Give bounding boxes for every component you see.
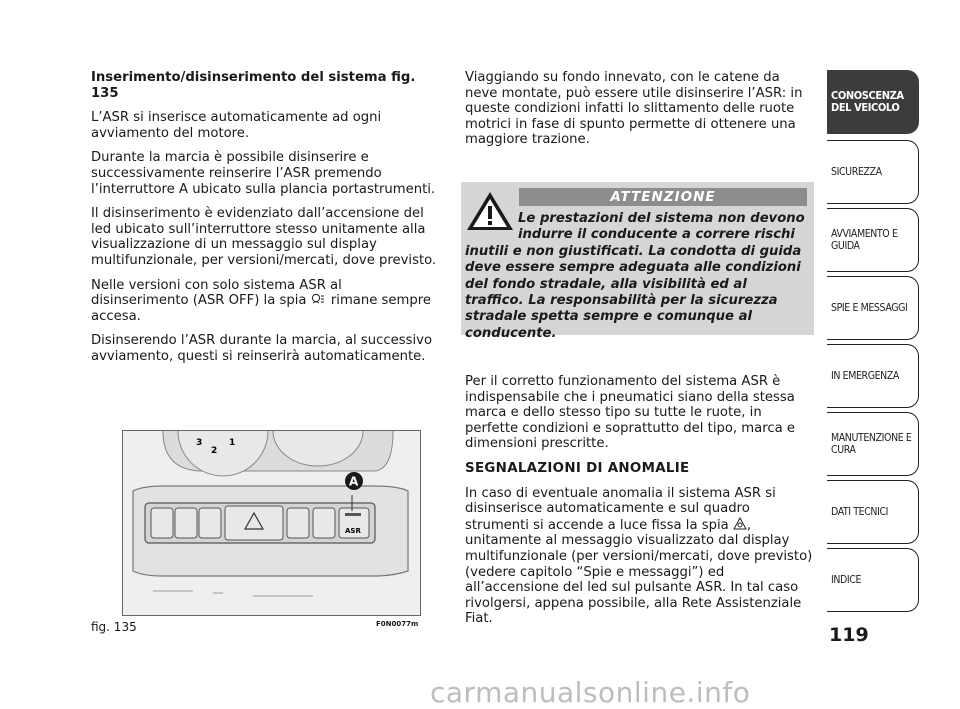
gear-label: 2 — [211, 446, 218, 456]
right-column-body — [465, 374, 817, 636]
tab-indice[interactable]: INDICE — [827, 548, 919, 612]
figure-code: F0N0077m — [376, 620, 419, 628]
gear-label: 3 — [196, 438, 203, 448]
paragraph: Durante la marcia è possibile disinserire e successivamente reinserire l’ASR premendo l’interruttore A ubicato sulla plancia portastrumenti. — [91, 150, 436, 197]
section-heading-activation: Inserimento/disinserimento del sistema fig. 135 — [91, 70, 416, 101]
paragraph-tyres: Per il corretto funzionamento del sistema ASR è indispensabile che i pneumatici siano della stessa marca e dello stesso tipo su tutte le ruote, in perfette condizioni e soprattutto del tipo, marca e dimensioni prescritte. — [465, 374, 796, 452]
warning-text: Le prestazioni del sistema non devono indurre il conducente a correre rischi inutili e non giustificati. La condotta di guida deve essere sempre adeguata alle condizioni del fondo stradale, alla visibilità ed al traffico. La responsabilità per la sicurezza stradale spetta sempre e comunque al conducente. — [465, 211, 805, 341]
tab-conoscenza-del-veicolo[interactable]: CONOSCENZA DEL VEICOLO — [827, 70, 919, 134]
page-number: 119 — [829, 624, 869, 646]
tab-manutenzione-e-cura[interactable]: MANUTENZIONE E CURA — [827, 412, 919, 476]
paragraph: L’ASR si inserisce automaticamente ad ogni avviamento del motore. — [91, 110, 382, 141]
paragraph: Disinserendo l’ASR durante la marcia, al successivo avviamento, questi si reinserirà automaticamente. — [91, 333, 433, 364]
tab-in-emergenza[interactable]: IN EMERGENZA — [827, 344, 919, 408]
paragraph-asr-off: Nelle versioni con solo sistema ASR al disinserimento (ASR OFF) la spia rimane sempre accesa. — [91, 277, 431, 324]
paragraph: Il disinserimento è evidenziato dall’accensione del led ubicato sull’interruttore stesso unitamente alla visualizzazione di un messaggio sul display multifunzionale, per versioni/mercati, dove previsto. — [91, 206, 437, 268]
asr-fault-light-icon — [733, 517, 747, 530]
watermark: carmanualsonline.info — [430, 676, 751, 709]
right-column-intro — [465, 70, 815, 157]
paragraph-anomalies: In caso di eventuale anomalia il sistema ASR si disinserisce automaticamente e sul quadro strumenti si accende a luce fissa la spia , unitamente al messaggio visualizzato dal display multifunzionale (per versioni/mercati, dove previsto) (vedere capitolo “Spie e messaggi”) ed all’accensione del led sul pulsante ASR. In tal caso rivolgersi, appena possibile, alla Rete Assistenziale Fiat. — [465, 485, 813, 627]
warning-title: ATTENZIONE — [519, 188, 807, 206]
dashboard-illustration — [122, 430, 421, 616]
paragraph-snow: Viaggiando su fondo innevato, con le catene da neve montate, può essere utile disinserire l’ASR: in queste condizioni infatti lo slittamento delle ruote motrici in fase di spunto permette di ottenere una maggiore trazione. — [465, 70, 803, 148]
asr-warning-light-icon — [311, 293, 327, 305]
asr-button-label: ASR — [345, 527, 361, 535]
callout-a: A — [349, 474, 359, 489]
left-column — [91, 70, 441, 374]
tab-avviamento-e-guida[interactable]: AVVIAMENTO E GUIDA — [827, 208, 919, 272]
section-heading-anomalies: SEGNALAZIONI DI ANOMALIE — [465, 460, 690, 476]
tab-sicurezza[interactable]: SICUREZZA — [827, 140, 919, 204]
figure-caption: fig. 135 — [91, 620, 137, 634]
tab-dati-tecnici[interactable]: DATI TECNICI — [827, 480, 919, 544]
dashboard-drawing — [123, 431, 420, 615]
tab-spie-e-messaggi[interactable]: SPIE E MESSAGGI — [827, 276, 919, 340]
gear-label: 1 — [229, 438, 236, 448]
